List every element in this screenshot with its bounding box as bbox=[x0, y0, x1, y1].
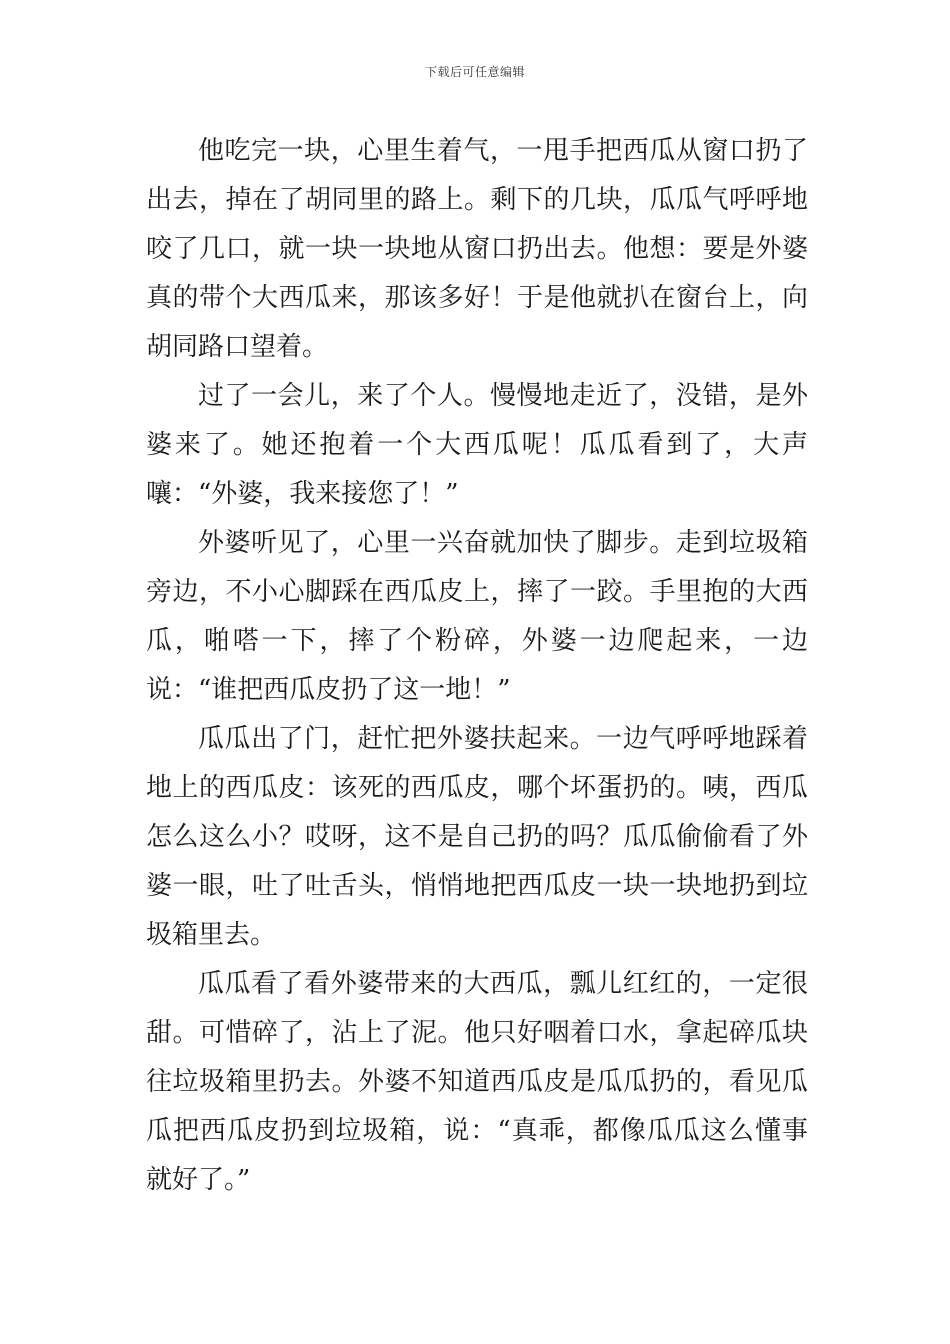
story-body bbox=[146, 127, 808, 1205]
paragraph-2: 过了一会儿，来了个人。慢慢地走近了，没错，是外婆来了。她还抱着一个大西瓜呢！瓜瓜看到了，大声嚷：“外婆，我来接您了！” bbox=[146, 381, 808, 509]
paragraph-3: 外婆听见了，心里一兴奋就加快了脚步。走到垃圾箱旁边，不小心脚踩在西瓜皮上，摔了一跤。手里抱的大西瓜，啪嗒一下，摔了个粉碎，外婆一边爬起来，一边说：“谁把西瓜皮扔了这一地！” bbox=[146, 528, 808, 705]
paragraph-5: 瓜瓜看了看外婆带来的大西瓜，瓢儿红红的，一定很甜。可惜碎了，沾上了泥。他只好咽着口水，拿起碎瓜块往垃圾箱里扔去。外婆不知道西瓜皮是瓜瓜扔的，看见瓜瓜把西瓜皮扔到垃圾箱，说：“真乖，都像瓜瓜这么懂事就好了。” bbox=[146, 969, 808, 1195]
paragraph-1: 他吃完一块，心里生着气，一甩手把西瓜从窗口扔了出去，掉在了胡同里的路上。剩下的几块，瓜瓜气呼呼地咬了几口，就一块一块地从窗口扔出去。他想：要是外婆真的带个大西瓜来，那该多好！于是他就扒在窗台上，向胡同路口望着。 bbox=[146, 136, 808, 362]
paragraph-4: 瓜瓜出了门，赶忙把外婆扶起来。一边气呼呼地踩着地上的西瓜皮：该死的西瓜皮，哪个坏蛋扔的。咦，西瓜怎么这么小？哎呀，这不是自己扔的吗？瓜瓜偷偷看了外婆一眼，吐了吐舌头，悄悄地把西瓜皮一块一块地扔到垃圾箱里去。 bbox=[146, 724, 808, 950]
page-header: 下载后可任意编辑 bbox=[424, 65, 525, 79]
